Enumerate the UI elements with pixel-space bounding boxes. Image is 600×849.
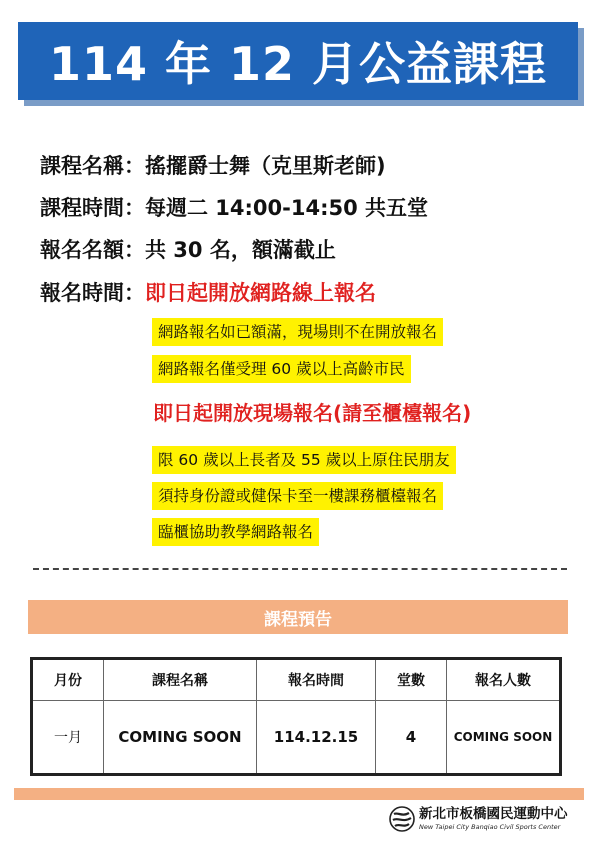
signup-time-value: 即日起開放網路線上報名 [145, 281, 376, 305]
onsite-note-2: 須持身份證或健保卡至一樓課務櫃檯報名 [152, 482, 443, 510]
course-time-label: 課程時間： [40, 196, 145, 220]
col-sessions: 堂數 [376, 659, 447, 701]
signup-time-row [40, 277, 376, 307]
sports-center-logo-icon [389, 806, 415, 832]
course-time-row [40, 192, 428, 222]
course-name-label: 課程名稱： [40, 154, 145, 178]
course-name-row [40, 150, 386, 180]
online-note-1: 網路報名如已額滿，現場則不在開放報名 [152, 318, 443, 346]
preview-heading: 課程預告 [28, 600, 568, 634]
dashed-divider [33, 568, 567, 570]
cell-month: 一月 [32, 701, 104, 775]
course-time-value: 每週二 14:00-14:50 共五堂 [145, 196, 429, 220]
onsite-note-1: 限 60 歲以上長者及 55 歲以上原住民朋友 [152, 446, 456, 474]
cell-enrollment: COMING SOON [447, 701, 561, 775]
bottom-accent-bar [14, 788, 584, 800]
cell-course-name: COMING SOON [104, 701, 257, 775]
title-banner [18, 22, 584, 106]
cell-signup-time: 114.12.15 [257, 701, 376, 775]
page-title: 114 年 12 月公益課程 [18, 22, 578, 100]
footer-logo [389, 806, 568, 832]
quota-label: 報名名額： [40, 238, 145, 262]
onsite-heading: 即日起開放現場報名(請至櫃檯報名) [153, 401, 472, 425]
footer-name-en: New Taipei City Banqiao Civil Sports Center [419, 822, 561, 831]
table-header-row [32, 659, 561, 701]
quota-value: 共 30 名，額滿截止 [145, 238, 336, 262]
table-row [32, 701, 561, 775]
quota-row [40, 234, 336, 264]
col-course-name: 課程名稱 [104, 659, 257, 701]
cell-sessions: 4 [376, 701, 447, 775]
course-name-value: 搖擺爵士舞（克里斯老師) [145, 154, 386, 178]
col-signup-time: 報名時間 [257, 659, 376, 701]
col-month: 月份 [32, 659, 104, 701]
online-note-2: 網路報名僅受理 60 歲以上高齡市民 [152, 355, 411, 383]
onsite-note-3: 臨櫃協助教學網路報名 [152, 518, 319, 546]
preview-table [30, 657, 562, 776]
signup-time-label: 報名時間： [40, 281, 145, 305]
col-enrollment: 報名人數 [447, 659, 561, 701]
footer-name-cn: 新北市板橋國民運動中心 [419, 806, 568, 822]
